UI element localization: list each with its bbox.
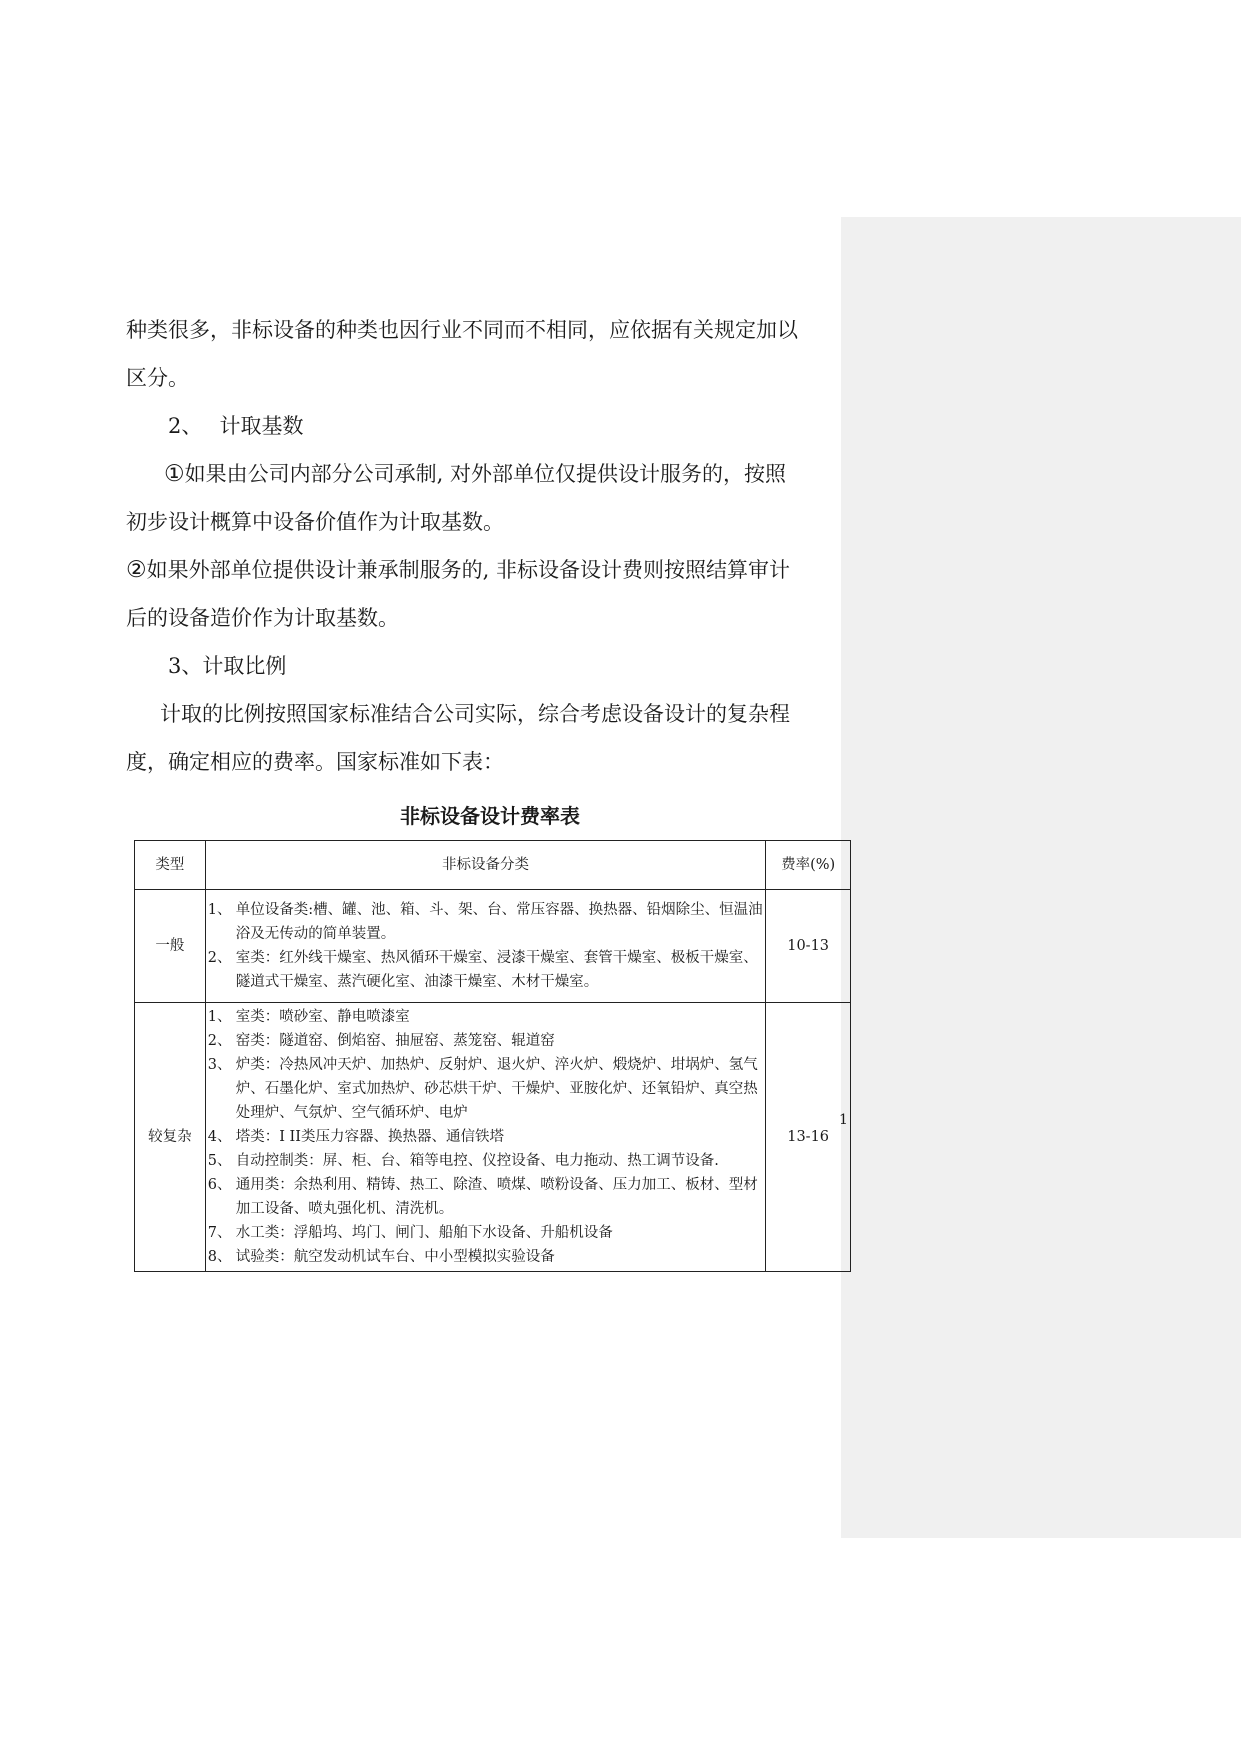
table-row <box>135 1003 851 1272</box>
item-text: 单位设备类:槽、罐、池、箱、斗、架、台、常压容器、换热器、铅烟除尘、恒温油浴及无传动的简单装置。 <box>235 902 763 942</box>
item-1-text: 如果由公司内部分公司承制, 对外部单位仅提供设计服务的，按照 <box>184 462 786 486</box>
item-text: 通用类：余热利用、精铸、热工、除渣、喷煤、喷粉设备、压力加工、板材、型材加工设备、喷丸强化机、清洗机。 <box>235 1177 758 1217</box>
comment-pane <box>841 217 1241 1538</box>
list-item <box>208 1029 766 1053</box>
item-number: 7、 <box>207 1225 232 1241</box>
header-category: 非标设备分类 <box>205 841 766 890</box>
header-type: 类型 <box>135 841 206 890</box>
item-1-line-1 <box>126 450 864 498</box>
item-number: 2、 <box>207 1033 232 1049</box>
header-rate: 费率(%) <box>766 841 851 890</box>
item-number: 2、 <box>207 950 232 966</box>
list-item <box>208 1053 766 1125</box>
list-item <box>208 1125 766 1149</box>
item-text: 试验类：航空发动机试车台、中小型模拟实验设备 <box>235 1249 555 1265</box>
heading-2: 2、 计取基数 <box>168 414 304 438</box>
table-row <box>135 890 851 1003</box>
circled-number-1: ① <box>164 461 185 487</box>
item-text: 室类：红外线干燥室、热风循环干燥室、浸漆干燥室、套管干燥室、极板干燥室、隧道式干燥室、蒸汽硬化室、油漆干燥室、木材干燥室。 <box>235 950 758 990</box>
item-number: 6、 <box>207 1177 232 1193</box>
paragraph-3-line-2: 度，确定相应的费率。国家标准如下表： <box>126 750 504 774</box>
paragraph-1-line-2: 区分。 <box>126 366 189 390</box>
table-header-row <box>135 841 851 890</box>
item-number: 3、 <box>207 1057 232 1073</box>
item-text: 窑类：隧道窑、倒焰窑、抽屉窑、蒸笼窑、辊道窑 <box>235 1033 555 1049</box>
item-number: 4、 <box>207 1129 232 1145</box>
item-number: 8、 <box>207 1249 232 1265</box>
fee-rate-table <box>134 840 851 1272</box>
item-2-text: 如果外部单位提供设计兼承制服务的, 非标设备设计费则按照结算审计 <box>146 558 790 582</box>
item-1-line-2: 初步设计概算中设备价值作为计取基数。 <box>126 510 504 534</box>
heading-3: 3、计取比例 <box>168 654 287 678</box>
table-title: 非标设备设计费率表 <box>400 804 580 828</box>
rate-cell: 10-13 <box>766 890 851 1003</box>
list-item <box>208 1005 766 1029</box>
paragraph-3-line-1: 计取的比例按照国家标准结合公司实际，综合考虑设备设计的复杂程 <box>160 702 790 726</box>
item-2-line-1 <box>126 546 826 594</box>
page-marker: 1 <box>839 1112 848 1128</box>
type-cell: 一般 <box>135 890 206 1003</box>
category-cell <box>205 1003 766 1272</box>
list-item <box>208 1149 766 1173</box>
category-cell <box>205 890 766 1003</box>
circled-number-2: ② <box>126 557 147 583</box>
item-text: 自动控制类：屏、柜、台、箱等电控、仪控设备、电力拖动、热工调节设备. <box>235 1153 719 1169</box>
item-text: 塔类：I II类压力容器、换热器、通信铁塔 <box>235 1129 505 1145</box>
item-text: 炉类：冷热风冲天炉、加热炉、反射炉、退火炉、淬火炉、煅烧炉、坩埚炉、氢气炉、石墨化炉、室式加热炉、砂芯烘干炉、干燥炉、亚胺化炉、还氧铅炉、真空热处理炉、气氛炉、空气循环炉、电炉 <box>235 1057 758 1121</box>
item-text: 室类：喷砂室、静电喷漆室 <box>235 1009 410 1025</box>
item-number: 1、 <box>207 1009 232 1025</box>
item-2-line-2: 后的设备造价作为计取基数。 <box>126 606 399 630</box>
item-number: 5、 <box>207 1153 232 1169</box>
rate-cell: 13-16 <box>766 1003 851 1272</box>
type-cell: 较复杂 <box>135 1003 206 1272</box>
item-number: 1、 <box>207 902 232 918</box>
list-item <box>208 1221 766 1245</box>
item-text: 水工类：浮船坞、坞门、闸门、船舶下水设备、升船机设备 <box>235 1225 613 1241</box>
list-item <box>208 1245 766 1269</box>
paragraph-1-line-1: 种类很多，非标设备的种类也因行业不同而不相同，应依据有关规定加以 <box>126 318 798 342</box>
list-item <box>208 898 766 946</box>
list-item <box>208 1173 766 1221</box>
list-item <box>208 946 766 994</box>
